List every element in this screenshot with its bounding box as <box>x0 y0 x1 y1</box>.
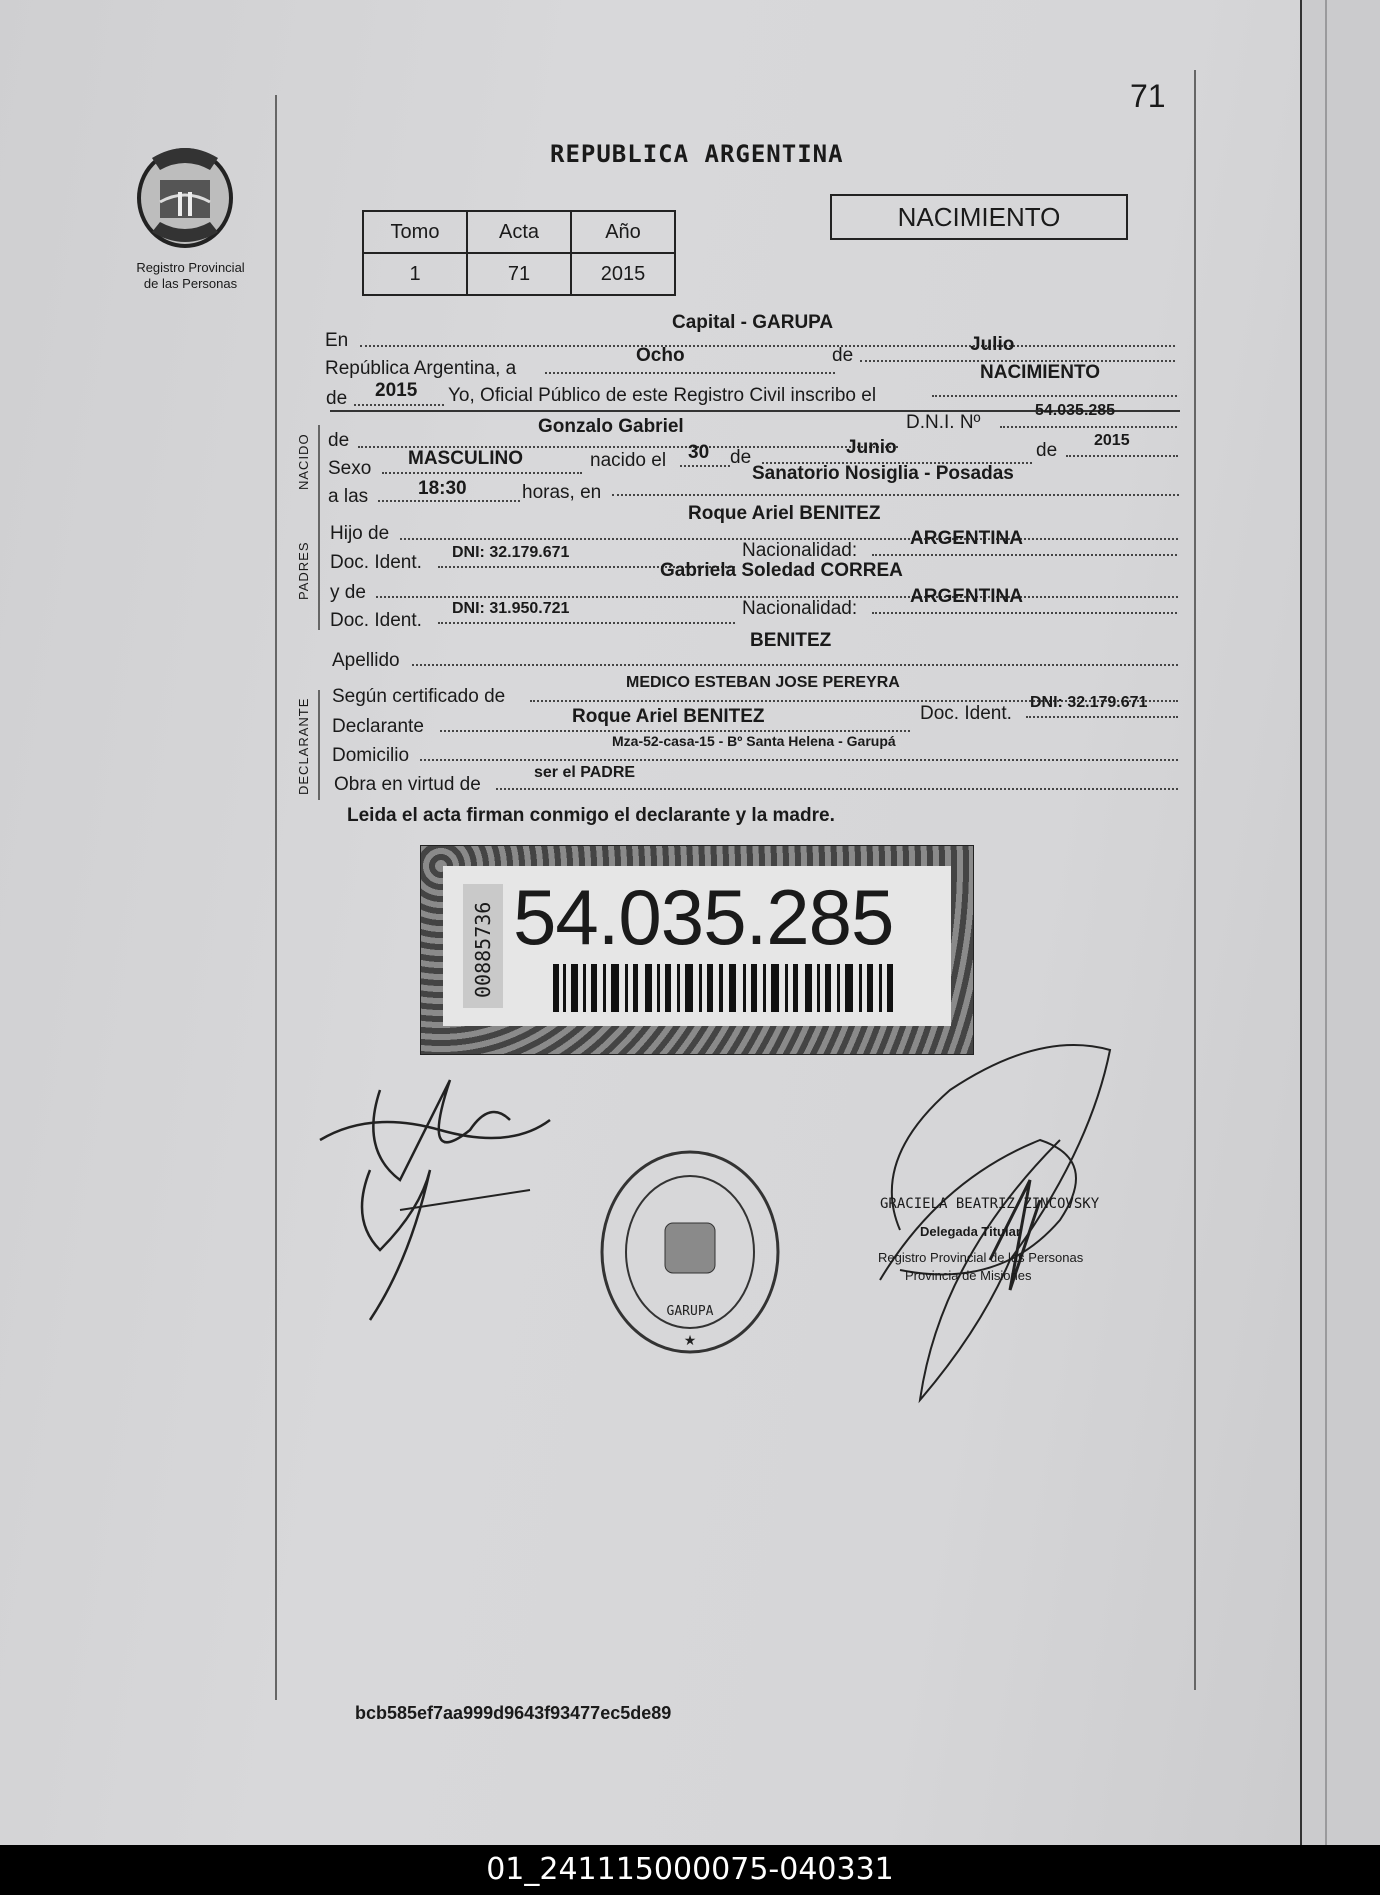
value-domicilio: Mza-52-casa-15 - Bº Santa Helena - Garupá <box>612 733 896 749</box>
page-title: REPUBLICA ARGENTINA <box>550 140 844 168</box>
label-apellido: Apellido <box>332 650 400 671</box>
official-stamp-line1: GRACIELA BEATRIZ ZINCOVSKY <box>880 1196 1100 1212</box>
header-acta: Acta <box>467 211 571 253</box>
label-doc-madre: Doc. Ident. <box>330 610 422 631</box>
stamp-center-text: GARUPA <box>666 1304 714 1319</box>
value-declarante-doc: DNI: 32.179.671 <box>1030 694 1148 711</box>
label-doc-padre: Doc. Ident. <box>330 552 422 573</box>
value-sexo: MASCULINO <box>408 448 524 469</box>
value-lugar-nac: Sanatorio Nosiglia - Posadas <box>752 463 1014 484</box>
value-nombre: Gonzalo Gabriel <box>538 416 684 437</box>
sticker-number: 54.035.285 <box>513 873 894 961</box>
label-sexo: Sexo <box>328 458 372 479</box>
value-apellido: BENITEZ <box>750 630 832 651</box>
header-tomo: Tomo <box>363 211 467 253</box>
value-lugar: Capital - GARUPA <box>672 312 834 333</box>
svg-text:★: ★ <box>683 1332 697 1348</box>
record-table-values <box>363 253 675 295</box>
registry-name-line1: Registro Provincial <box>136 260 245 275</box>
registry-stamp <box>595 1145 785 1360</box>
province-seal-logo <box>130 140 240 250</box>
label-y-de: y de <box>330 582 366 603</box>
record-table-header <box>363 211 675 253</box>
value-declarante: Roque Ariel BENITEZ <box>572 706 765 727</box>
label-nac-madre: Nacionalidad: <box>742 598 858 619</box>
right-margin-line <box>1194 70 1196 1690</box>
label-nac-padre: Nacionalidad: <box>742 540 858 561</box>
side-bracket-nacido <box>318 425 320 520</box>
value-dia: Ocho <box>636 345 685 366</box>
header-anio: Año <box>571 211 675 253</box>
label-de-mes-nac: de <box>730 447 752 468</box>
sticker-serial: 00885736 <box>471 901 495 998</box>
side-bracket-declarante <box>318 690 320 800</box>
label-horas-en: horas, en <box>522 482 602 503</box>
barcode <box>553 964 893 1012</box>
official-stamp-line3: Registro Provincial de las Personas <box>878 1250 1084 1265</box>
left-margin-line <box>275 95 277 1700</box>
label-de-nombre: de <box>328 430 350 451</box>
file-id-footer: 01_241115000075-040331 <box>0 1845 1380 1895</box>
declarant-signature <box>310 1060 570 1330</box>
value-anio: 2015 <box>571 253 675 295</box>
value-inscribe: NACIMIENTO <box>980 362 1100 383</box>
record-table <box>362 210 676 296</box>
value-mes: Julio <box>970 334 1015 355</box>
value-dia-nac: 30 <box>688 442 710 463</box>
label-en: En <box>325 330 349 351</box>
dni-sticker <box>420 845 974 1055</box>
value-padre-doc: DNI: 32.179.671 <box>452 544 570 561</box>
official-signature <box>860 1030 1130 1410</box>
label-dni: D.N.I. Nº <box>906 412 981 433</box>
label-segun: Según certificado de <box>332 686 506 707</box>
value-padre-nac: ARGENTINA <box>910 528 1023 549</box>
label-hijo-de: Hijo de <box>330 523 390 544</box>
value-hora: 18:30 <box>418 478 467 499</box>
label-republica: República Argentina, a <box>325 358 517 379</box>
value-padre: Roque Ariel BENITEZ <box>688 503 881 524</box>
value-tomo: 1 <box>363 253 467 295</box>
registry-name <box>118 260 263 292</box>
label-yo: Yo, Oficial Público de este Registro Civil inscribo el <box>448 385 877 406</box>
official-stamp-line4: Provincia de Misiones <box>905 1268 1032 1283</box>
value-anio-nac: 2015 <box>1094 432 1130 449</box>
label-doc-declarante: Doc. Ident. <box>920 703 1012 724</box>
value-obra: ser el PADRE <box>534 764 636 781</box>
label-de-anio: de <box>326 388 348 409</box>
label-nacido-el: nacido el <box>590 450 667 471</box>
label-a-las: a las <box>328 486 369 507</box>
side-label-padres: PADRES <box>296 541 311 600</box>
page-edge-line <box>1325 0 1327 1845</box>
side-label-declarante: DECLARANTE <box>296 697 311 795</box>
value-madre-doc: DNI: 31.950.721 <box>452 600 570 617</box>
label-domicilio: Domicilio <box>332 745 410 766</box>
label-de-mes: de <box>832 345 854 366</box>
value-dni: 54.035.285 <box>1035 402 1116 419</box>
value-madre-nac: ARGENTINA <box>910 586 1023 607</box>
side-label-nacido: NACIDO <box>296 433 311 490</box>
label-declarante: Declarante <box>332 716 424 737</box>
act-type-box: NACIMIENTO <box>830 194 1128 240</box>
label-de-anio-nac: de <box>1036 440 1058 461</box>
value-certificado: MEDICO ESTEBAN JOSE PEREYRA <box>626 674 900 691</box>
page-edge <box>1300 0 1380 1845</box>
sticker-label <box>443 866 951 1026</box>
closing-statement: Leida el acta firman conmigo el declarante y la madre. <box>347 805 835 826</box>
side-bracket-padres <box>318 520 320 630</box>
value-anio: 2015 <box>375 380 418 401</box>
registry-name-line2: de las Personas <box>143 276 238 291</box>
value-madre: Gabriela Soledad CORREA <box>660 560 903 581</box>
page-number: 71 <box>1130 78 1166 114</box>
label-obra: Obra en virtud de <box>334 774 481 795</box>
value-acta: 71 <box>467 253 571 295</box>
value-mes-nac: Junio <box>846 437 897 458</box>
document-hash: bcb585ef7aa999d9643f93477ec5de89 <box>355 1703 672 1723</box>
official-stamp-line2: Delegada Titular <box>920 1224 1021 1239</box>
